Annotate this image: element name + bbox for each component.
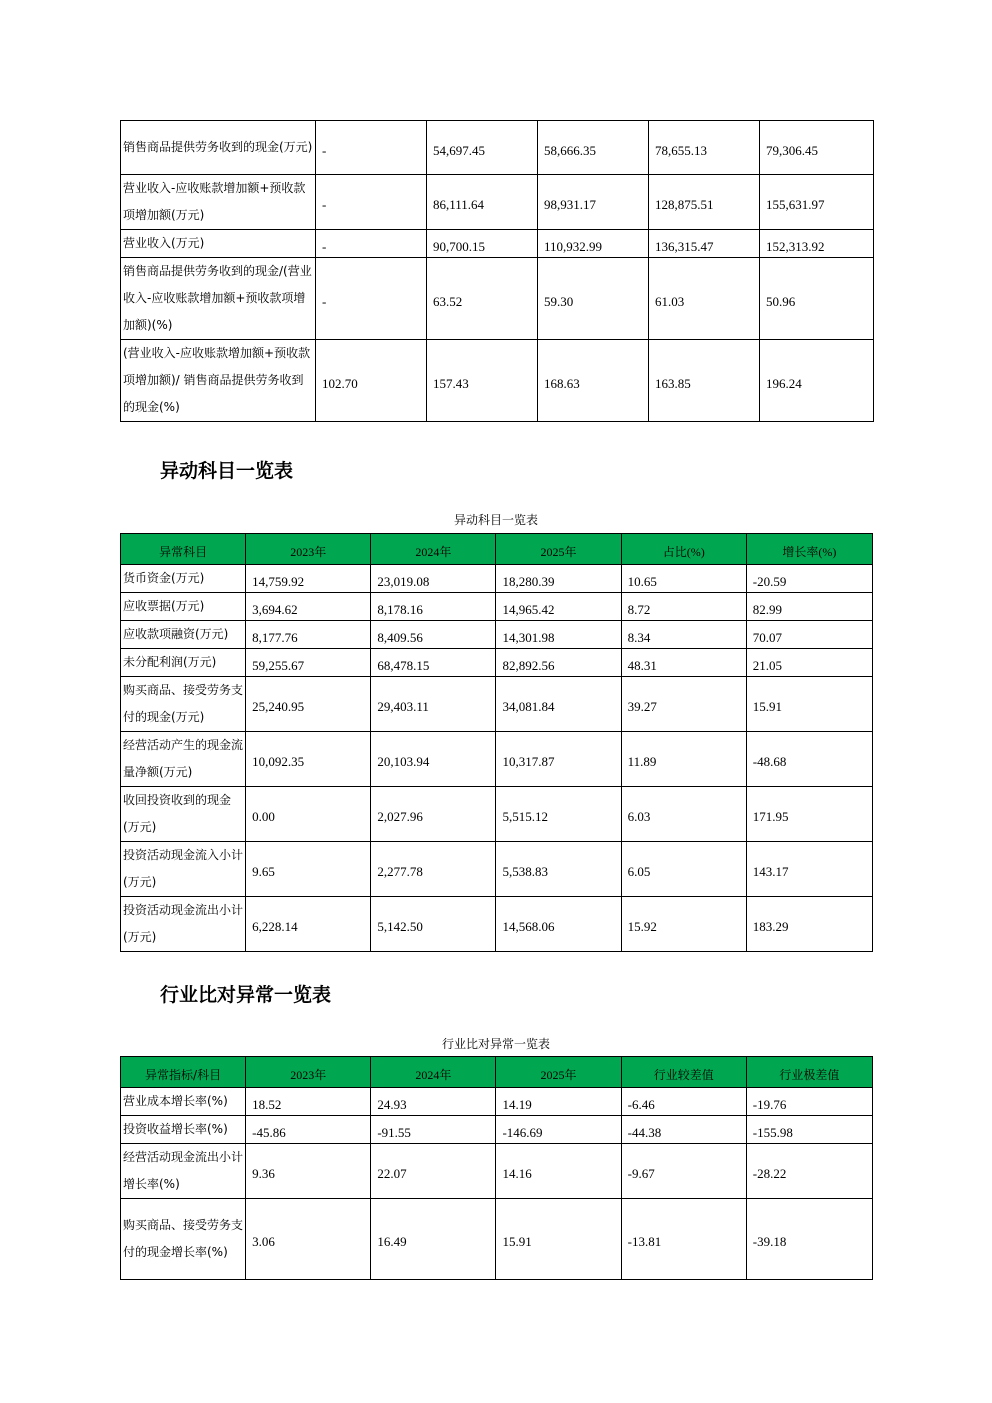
cell: 102.70 xyxy=(316,340,427,422)
cell: 10,317.87 xyxy=(496,732,621,787)
cell: 2,277.78 xyxy=(371,842,496,897)
cell: 14,965.42 xyxy=(496,593,621,621)
cell: 90,700.15 xyxy=(427,230,538,258)
column-header: 2024年 xyxy=(371,534,496,565)
table-row xyxy=(121,787,873,842)
cell: 18,280.39 xyxy=(496,565,621,593)
row-label: 货币资金(万元) xyxy=(121,565,246,593)
header-row xyxy=(121,1057,873,1088)
table-row xyxy=(121,1088,873,1116)
cell: 14,568.06 xyxy=(496,897,621,952)
cell: 14,759.92 xyxy=(246,565,371,593)
row-label: 购买商品、接受劳务支付的现金增长率(%) xyxy=(121,1199,246,1280)
cell: - xyxy=(316,175,427,230)
column-header: 占比(%) xyxy=(621,534,746,565)
table-row xyxy=(121,175,874,230)
cell: 171.95 xyxy=(746,787,872,842)
cell: 29,403.11 xyxy=(371,677,496,732)
cell: 14.19 xyxy=(496,1088,621,1116)
cell: 82.99 xyxy=(746,593,872,621)
cell: 10,092.35 xyxy=(246,732,371,787)
table-row xyxy=(121,340,874,422)
cell: -91.55 xyxy=(371,1116,496,1144)
cell: 8.72 xyxy=(621,593,746,621)
cell: 143.17 xyxy=(746,842,872,897)
cash-ratio-table xyxy=(120,120,874,422)
cell: 54,697.45 xyxy=(427,121,538,175)
column-header: 2025年 xyxy=(496,1057,621,1088)
cell: - xyxy=(316,230,427,258)
cell: 3.06 xyxy=(246,1199,371,1280)
cell: 48.31 xyxy=(621,649,746,677)
cell: 183.29 xyxy=(746,897,872,952)
cell: 14.16 xyxy=(496,1144,621,1199)
row-label: 应收票据(万元) xyxy=(121,593,246,621)
cell: 110,932.99 xyxy=(538,230,649,258)
cell: - xyxy=(316,258,427,340)
cell: 14,301.98 xyxy=(496,621,621,649)
cell: 6,228.14 xyxy=(246,897,371,952)
cell: 8,177.76 xyxy=(246,621,371,649)
cell: 50.96 xyxy=(760,258,874,340)
industry-comparison-table-header xyxy=(121,1057,873,1088)
table-row xyxy=(121,621,873,649)
cell: 10.65 xyxy=(621,565,746,593)
cell: -9.67 xyxy=(621,1144,746,1199)
abnormal-items-table xyxy=(120,533,873,952)
abnormal-items-table-body xyxy=(121,565,873,952)
cell: -28.22 xyxy=(746,1144,872,1199)
cell: 9.36 xyxy=(246,1144,371,1199)
cell: 79,306.45 xyxy=(760,121,874,175)
industry-comparison-table xyxy=(120,1056,873,1280)
column-header: 2025年 xyxy=(496,534,621,565)
cell: 25,240.95 xyxy=(246,677,371,732)
cell: -155.98 xyxy=(746,1116,872,1144)
cell: 34,081.84 xyxy=(496,677,621,732)
cell: 6.05 xyxy=(621,842,746,897)
cell: -39.18 xyxy=(746,1199,872,1280)
section-heading-abnormal: 异动科目一览表 xyxy=(160,460,294,482)
cell: - xyxy=(316,121,427,175)
cell: 136,315.47 xyxy=(649,230,760,258)
row-label: 投资活动现金流出小计(万元) xyxy=(121,897,246,952)
cell: 152,313.92 xyxy=(760,230,874,258)
row-label: 营业成本增长率(%) xyxy=(121,1088,246,1116)
cell: 11.89 xyxy=(621,732,746,787)
table-row xyxy=(121,1116,873,1144)
row-label: 应收款项融资(万元) xyxy=(121,621,246,649)
cell: 39.27 xyxy=(621,677,746,732)
cell: 163.85 xyxy=(649,340,760,422)
table-row xyxy=(121,1199,873,1280)
table-row xyxy=(121,897,873,952)
row-label: 销售商品提供劳务收到的现金(万元) xyxy=(121,121,316,175)
row-label: 经营活动现金流出小计增长率(%) xyxy=(121,1144,246,1199)
cell: 23,019.08 xyxy=(371,565,496,593)
cell: 15.92 xyxy=(621,897,746,952)
cell: 78,655.13 xyxy=(649,121,760,175)
column-header: 异常科目 xyxy=(121,534,246,565)
cell: 22.07 xyxy=(371,1144,496,1199)
cell: -146.69 xyxy=(496,1116,621,1144)
cell: 16.49 xyxy=(371,1199,496,1280)
cell: 5,538.83 xyxy=(496,842,621,897)
cell: 98,931.17 xyxy=(538,175,649,230)
table-row xyxy=(121,732,873,787)
column-header: 2024年 xyxy=(371,1057,496,1088)
cell: 61.03 xyxy=(649,258,760,340)
cell: 86,111.64 xyxy=(427,175,538,230)
cell: 15.91 xyxy=(746,677,872,732)
table-caption-industry: 行业比对异常一览表 xyxy=(441,1037,550,1051)
table-row xyxy=(121,565,873,593)
row-label: 销售商品提供劳务收到的现金/(营业收入-应收账款增加额+预收款项增加额)(%) xyxy=(121,258,316,340)
cell: 58,666.35 xyxy=(538,121,649,175)
row-label: 收回投资收到的现金(万元) xyxy=(121,787,246,842)
table-row xyxy=(121,1144,873,1199)
cell: 8,409.56 xyxy=(371,621,496,649)
cell: -19.76 xyxy=(746,1088,872,1116)
cell: 196.24 xyxy=(760,340,874,422)
cell: 59,255.67 xyxy=(246,649,371,677)
cell: -6.46 xyxy=(621,1088,746,1116)
cell: 59.30 xyxy=(538,258,649,340)
row-label: 未分配利润(万元) xyxy=(121,649,246,677)
cell: 9.65 xyxy=(246,842,371,897)
cash-ratio-table-body xyxy=(121,121,874,422)
cell: -48.68 xyxy=(746,732,872,787)
cell: 70.07 xyxy=(746,621,872,649)
column-header: 增长率(%) xyxy=(746,534,872,565)
table-row xyxy=(121,649,873,677)
row-label: 营业收入(万元) xyxy=(121,230,316,258)
column-header: 2023年 xyxy=(246,534,371,565)
cell: -20.59 xyxy=(746,565,872,593)
table-row xyxy=(121,677,873,732)
cell: 0.00 xyxy=(246,787,371,842)
row-label: 购买商品、接受劳务支付的现金(万元) xyxy=(121,677,246,732)
cell: 15.91 xyxy=(496,1199,621,1280)
column-header: 行业极差值 xyxy=(746,1057,872,1088)
cell: 8.34 xyxy=(621,621,746,649)
table-caption-abnormal: 异动科目一览表 xyxy=(453,513,538,527)
row-label: 投资活动现金流入小计(万元) xyxy=(121,842,246,897)
cell: 18.52 xyxy=(246,1088,371,1116)
cell: 155,631.97 xyxy=(760,175,874,230)
row-label: (营业收入-应收账款增加额+预收款项增加额)/ 销售商品提供劳务收到的现金(%) xyxy=(121,340,316,422)
table-row xyxy=(121,230,874,258)
row-label: 投资收益增长率(%) xyxy=(121,1116,246,1144)
cell: 157.43 xyxy=(427,340,538,422)
cell: 21.05 xyxy=(746,649,872,677)
cell: 20,103.94 xyxy=(371,732,496,787)
cell: 2,027.96 xyxy=(371,787,496,842)
table-row xyxy=(121,258,874,340)
cell: 63.52 xyxy=(427,258,538,340)
cell: 24.93 xyxy=(371,1088,496,1116)
cell: -45.86 xyxy=(246,1116,371,1144)
table-row xyxy=(121,842,873,897)
cell: 128,875.51 xyxy=(649,175,760,230)
cell: 68,478.15 xyxy=(371,649,496,677)
industry-comparison-table-body xyxy=(121,1088,873,1280)
column-header: 异常指标/科目 xyxy=(121,1057,246,1088)
header-row xyxy=(121,534,873,565)
abnormal-items-table-header xyxy=(121,534,873,565)
cell: 5,515.12 xyxy=(496,787,621,842)
section-heading-industry: 行业比对异常一览表 xyxy=(160,984,332,1006)
table-row xyxy=(121,121,874,175)
column-header: 行业较差值 xyxy=(621,1057,746,1088)
cell: -13.81 xyxy=(621,1199,746,1280)
table-row xyxy=(121,593,873,621)
cell: -44.38 xyxy=(621,1116,746,1144)
row-label: 经营活动产生的现金流量净额(万元) xyxy=(121,732,246,787)
cell: 82,892.56 xyxy=(496,649,621,677)
cell: 5,142.50 xyxy=(371,897,496,952)
row-label: 营业收入-应收账款增加额+预收款项增加额(万元) xyxy=(121,175,316,230)
cell: 8,178.16 xyxy=(371,593,496,621)
column-header: 2023年 xyxy=(246,1057,371,1088)
cell: 3,694.62 xyxy=(246,593,371,621)
cell: 6.03 xyxy=(621,787,746,842)
cell: 168.63 xyxy=(538,340,649,422)
